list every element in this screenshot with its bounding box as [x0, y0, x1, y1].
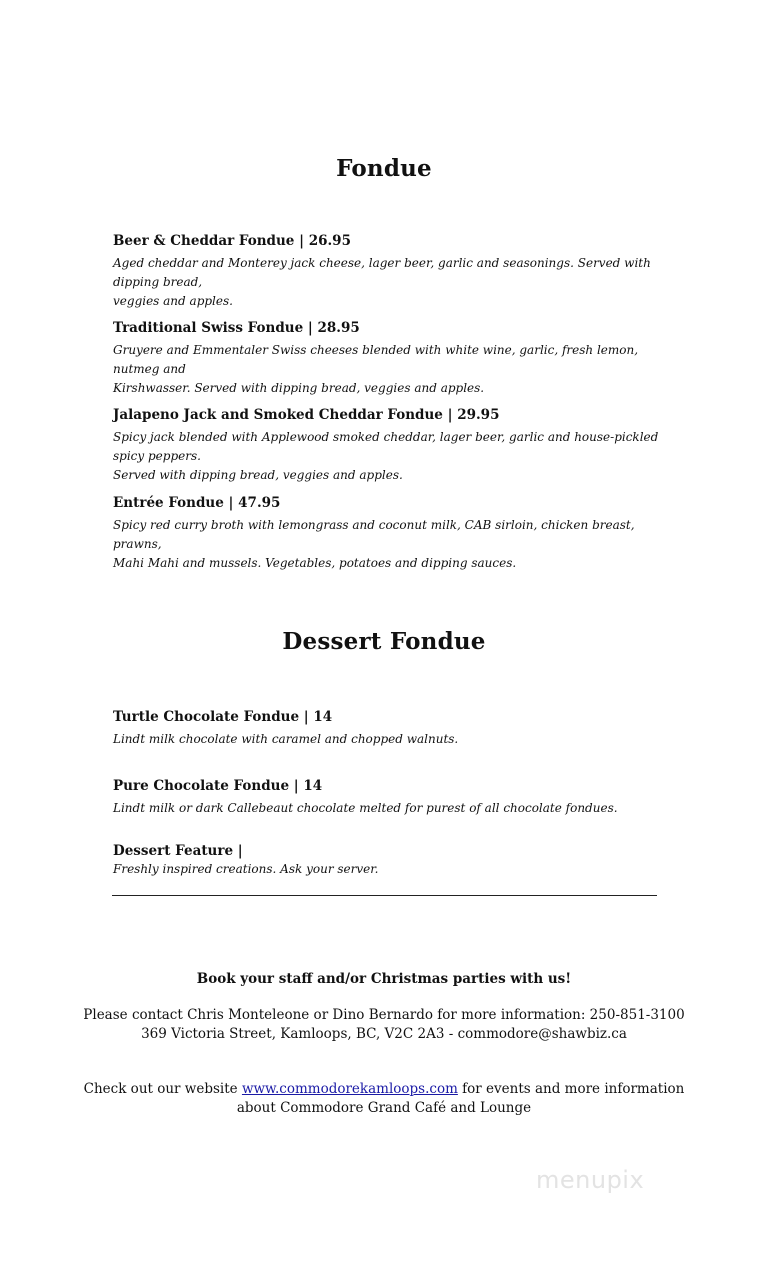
description-line: Served with dipping bread, veggies and apples.: [113, 468, 403, 482]
description-line: Gruyere and Emmentaler Swiss cheeses blended with white wine, garlic, fresh lemon, nutmeg and: [113, 343, 639, 376]
menu-item: [113, 494, 673, 573]
description-line: veggies and apples.: [113, 294, 233, 308]
menu-item-name: Jalapeno Jack and Smoked Cheddar Fondue | 29.95: [113, 407, 500, 423]
booking-notice: Book your staff and/or Christmas parties with us!: [196, 971, 572, 987]
description-line: Spicy jack blended with Applewood smoked cheddar, lager beer, garlic and house-pickled spicy peppers.: [113, 430, 659, 463]
description-line: Aged cheddar and Monterey jack cheese, lager beer, garlic and seasonings. Served with dipping bread,: [113, 256, 651, 289]
website-prefix: Check out our website: [83, 1081, 242, 1097]
contact-info: [0, 1006, 768, 1044]
menu-item-name: Dessert Feature |: [113, 843, 243, 859]
menu-item-description: [113, 428, 673, 485]
watermark: menupix: [536, 1166, 645, 1194]
menu-item-description: [113, 341, 673, 398]
menu-item-description: Freshly inspired creations. Ask your server.: [113, 862, 379, 876]
menu-item-name: Entrée Fondue | 47.95: [113, 495, 281, 511]
description-line: Kirshwasser. Served with dipping bread, veggies and apples.: [113, 381, 485, 395]
menu-item-name: Beer & Cheddar Fondue | 26.95: [113, 233, 351, 249]
fondue-section-title: Fondue: [336, 155, 432, 182]
website-info: [0, 1080, 768, 1118]
website-line: [0, 1080, 768, 1099]
menu-item: [113, 232, 673, 311]
website-link[interactable]: www.commodorekamloops.com: [241, 1081, 458, 1097]
menu-item-description: [113, 516, 673, 573]
description-line: Mahi Mahi and mussels. Vegetables, potatoes and dipping sauces.: [113, 556, 517, 570]
contact-line: Please contact Chris Monteleone or Dino Bernardo for more information: 250-851-3100: [83, 1007, 685, 1023]
menu-item: [113, 319, 673, 398]
website-line-2: about Commodore Grand Café and Lounge: [236, 1100, 532, 1116]
menu-item-description: Lindt milk or dark Callebeaut chocolate melted for purest of all chocolate fondues.: [113, 801, 618, 815]
menu-item: [113, 406, 673, 485]
section-divider: [112, 895, 657, 896]
menu-item: [113, 777, 673, 818]
website-suffix: for events and more information: [457, 1081, 685, 1097]
description-line: Spicy red curry broth with lemongrass and coconut milk, CAB sirloin, chicken breast, prawns,: [113, 518, 635, 551]
menu-item-name: Turtle Chocolate Fondue | 14: [113, 709, 333, 725]
menu-item-description: Lindt milk chocolate with caramel and chopped walnuts.: [113, 732, 459, 746]
menu-item: [113, 708, 673, 749]
menu-item: [113, 842, 673, 879]
menu-item-name: Pure Chocolate Fondue | 14: [113, 778, 323, 794]
menu-item-description: [113, 254, 673, 311]
dessert-section-title: Dessert Fondue: [282, 628, 486, 655]
address-line: 369 Victoria Street, Kamloops, BC, V2C 2A3 - commodore@shawbiz.ca: [141, 1026, 627, 1042]
menu-item-name: Traditional Swiss Fondue | 28.95: [113, 320, 360, 336]
